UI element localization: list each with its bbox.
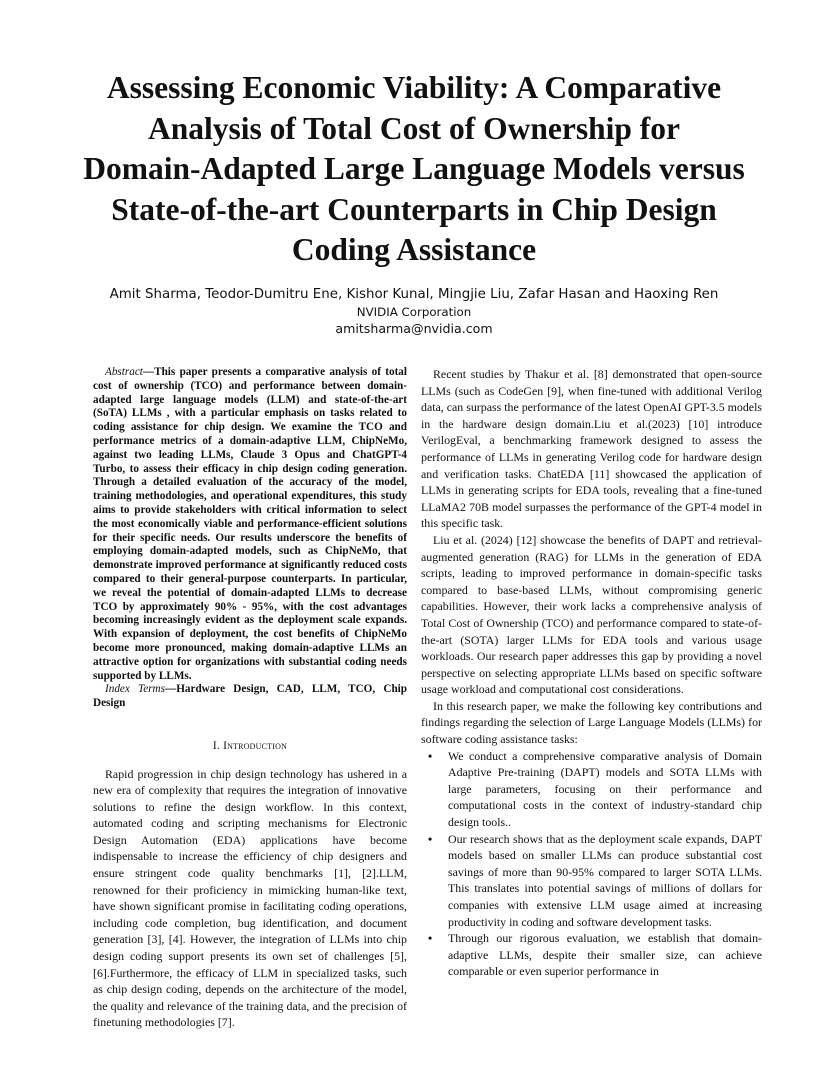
bullet-icon: •	[428, 748, 433, 763]
intro-paragraph-1: Rapid progression in chip design technology has ushered in a new era of complexity that requires the integration of innovative solutions to refine the design workflow. In this context, automated coding and scripting mechanisms for Electronic Design Automation (EDA) applications have become indispensable to increase the efficiency of chip designers and ensure stringent code quality benchmarks [1], [2].LLM, renowned for their proficiency in mimicking human-like text, have shown significant promise in facilitating coding operations, including code completion, bug identification, and document generation [3], [4]. However, the integration of LLMs into chip design coding support presents its own set of challenges [5],[6].Furthermore, the efficacy of LLM in specialized tasks, such as chip design coding, depends on the architecture of the model, the quality and relevance of the training data, and the precision of finetuning methodologies [7].	[93, 766, 407, 1030]
section-number: I.	[212, 739, 220, 752]
title-line: Coding Assistance	[291, 232, 537, 267]
author-list: Amit Sharma, Teodor-Dumitru Ene, Kishor Kunal, Mingjie Liu, Zafar Hasan and Haoxing Ren	[109, 287, 719, 302]
title-line: Assessing Economic Viability: A Comparative	[106, 70, 722, 105]
title-line: Analysis of Total Cost of Ownership for	[147, 110, 681, 146]
title-line: State-of-the-art Counterparts in Chip Design	[111, 191, 717, 227]
right-column	[421, 366, 762, 980]
intro-paragraph-3: Liu et al. (2024) [12] showcase the benefits of DAPT and retrieval-augmented generation (RAG) for LLMs in the generation of EDA scripts, leading to improved performance in domain-specific tasks compared to base-based LLMs, without compromising generic capabilities. However, their work lacks a comprehensive analysis of Total Cost of Ownership (TCO) and performance compared to state-of-the-art (SOTA) larger LLMs for EDA tools and various usage workloads. Our research paper addresses this gap by providing a novel perspective on selecting appropriate LLMs based on specific software usage workload and computational cost considerations.	[421, 532, 762, 697]
affiliation: NVIDIA Corporation	[356, 305, 472, 319]
list-item-text: We conduct a comprehensive comparative analysis of Domain Adaptive Pre-training (DAPT) models and SOTA LLMs with large parameters, focusing on their performance and computational costs in the context of industry-standard chip design tools..	[448, 748, 762, 830]
section-heading	[93, 738, 407, 755]
bullet-icon: •	[428, 931, 433, 946]
contributions-list	[421, 748, 762, 980]
list-item-text: Our research shows that as the deployment scale expands, DAPT models based on smaller LLMs can produce substantial cost savings of more than 90-95% compared to larger SOTA LLMs. This translates into potential savings of millions of dollars for companies with extensive LLM usage aimed at increasing productivity in coding and software development tasks.	[448, 831, 762, 929]
list-item	[421, 930, 762, 980]
intro-paragraph-2: Recent studies by Thakur et al. [8] demonstrated that open-source LLMs (such as CodeGen [9], when fine-tuned with additional Verilog data, can surpass the performance of the latest OpenAI GPT-3.5 models in the hardware design domain.Liu et al.(2023) [10] introduce VerilogEval, a benchmarking framework designed to assess the performance of LLMs in generating Verilog code for hardware design and verification tasks. ChatEDA [11] showcased the application of LLMs in generating scripts for EDA tools, revealing that a fine-tuned LLaMA2 70B model surpasses the performance of the GPT-4 model in this specific task.	[421, 367, 762, 531]
abstract-text: This paper presents a comparative analysis of total cost of ownership (TCO) and performance between domain-adapted large language models (LLM) and state-of-the-art (SoTA) LLMs , with a particular emphasis on tasks related to coding assistance for chip design. We examine the TCO and performance metrics of a domain-adaptive LLM, ChipNeMo, against two leading LLMs, Claude 3 Opus and ChatGPT-4 Turbo, to assess their efficacy in chip design coding generation. Through a detailed evaluation of the accuracy of the model, training methodologies, and operational expenditures, this study aims to provide stakeholders with critical information to select the most economically viable and performance-efficient solutions for their specific needs. Our results underscore the benefits of employing domain-adapted models, such as ChipNeMo, that demonstrate improved performance at significantly reduced costs compared to their general-purpose counterparts. In particular, we reveal the potential of domain-adapted LLMs to decrease TCO by approximately 90% - 95%, with the cost advantages becoming increasingly evident as the deployment scale expands. With expansion of deployment, the cost benefits of ChipNeMo become more pronounced, making domain-adaptive LLMs an attractive option for organizations with substantial coding needs supported by LLMs.	[93, 366, 407, 682]
index-terms-dash: —	[165, 683, 177, 696]
abstract-dash: —	[142, 366, 155, 378]
abstract	[93, 366, 407, 683]
list-item	[421, 831, 762, 931]
index-terms-text: Hardware Design, CAD, LLM, TCO, Chip Design	[93, 683, 407, 710]
bullet-icon: •	[428, 831, 433, 846]
left-column	[93, 366, 407, 1031]
author-email: amitsharma@nvidia.com	[335, 321, 493, 336]
intro-paragraph-4: In this research paper, we make the following key contributions and findings regarding the selection of Large Language Models (LLMs) for software coding assistance tasks:	[421, 698, 762, 747]
index-terms-label: Index Terms	[105, 683, 165, 696]
list-item	[421, 748, 762, 831]
section-title: Introduction	[223, 739, 288, 752]
paper-title	[40, 68, 788, 271]
list-item-text: Through our rigorous evaluation, we establish that domain-adaptive LLMs, despite their smaller size, can achieve comparable or even superior performance in	[448, 931, 762, 979]
index-terms	[93, 683, 407, 711]
abstract-label: Abstract	[105, 366, 143, 378]
title-line: Domain-Adapted Large Language Models versus	[83, 151, 745, 186]
